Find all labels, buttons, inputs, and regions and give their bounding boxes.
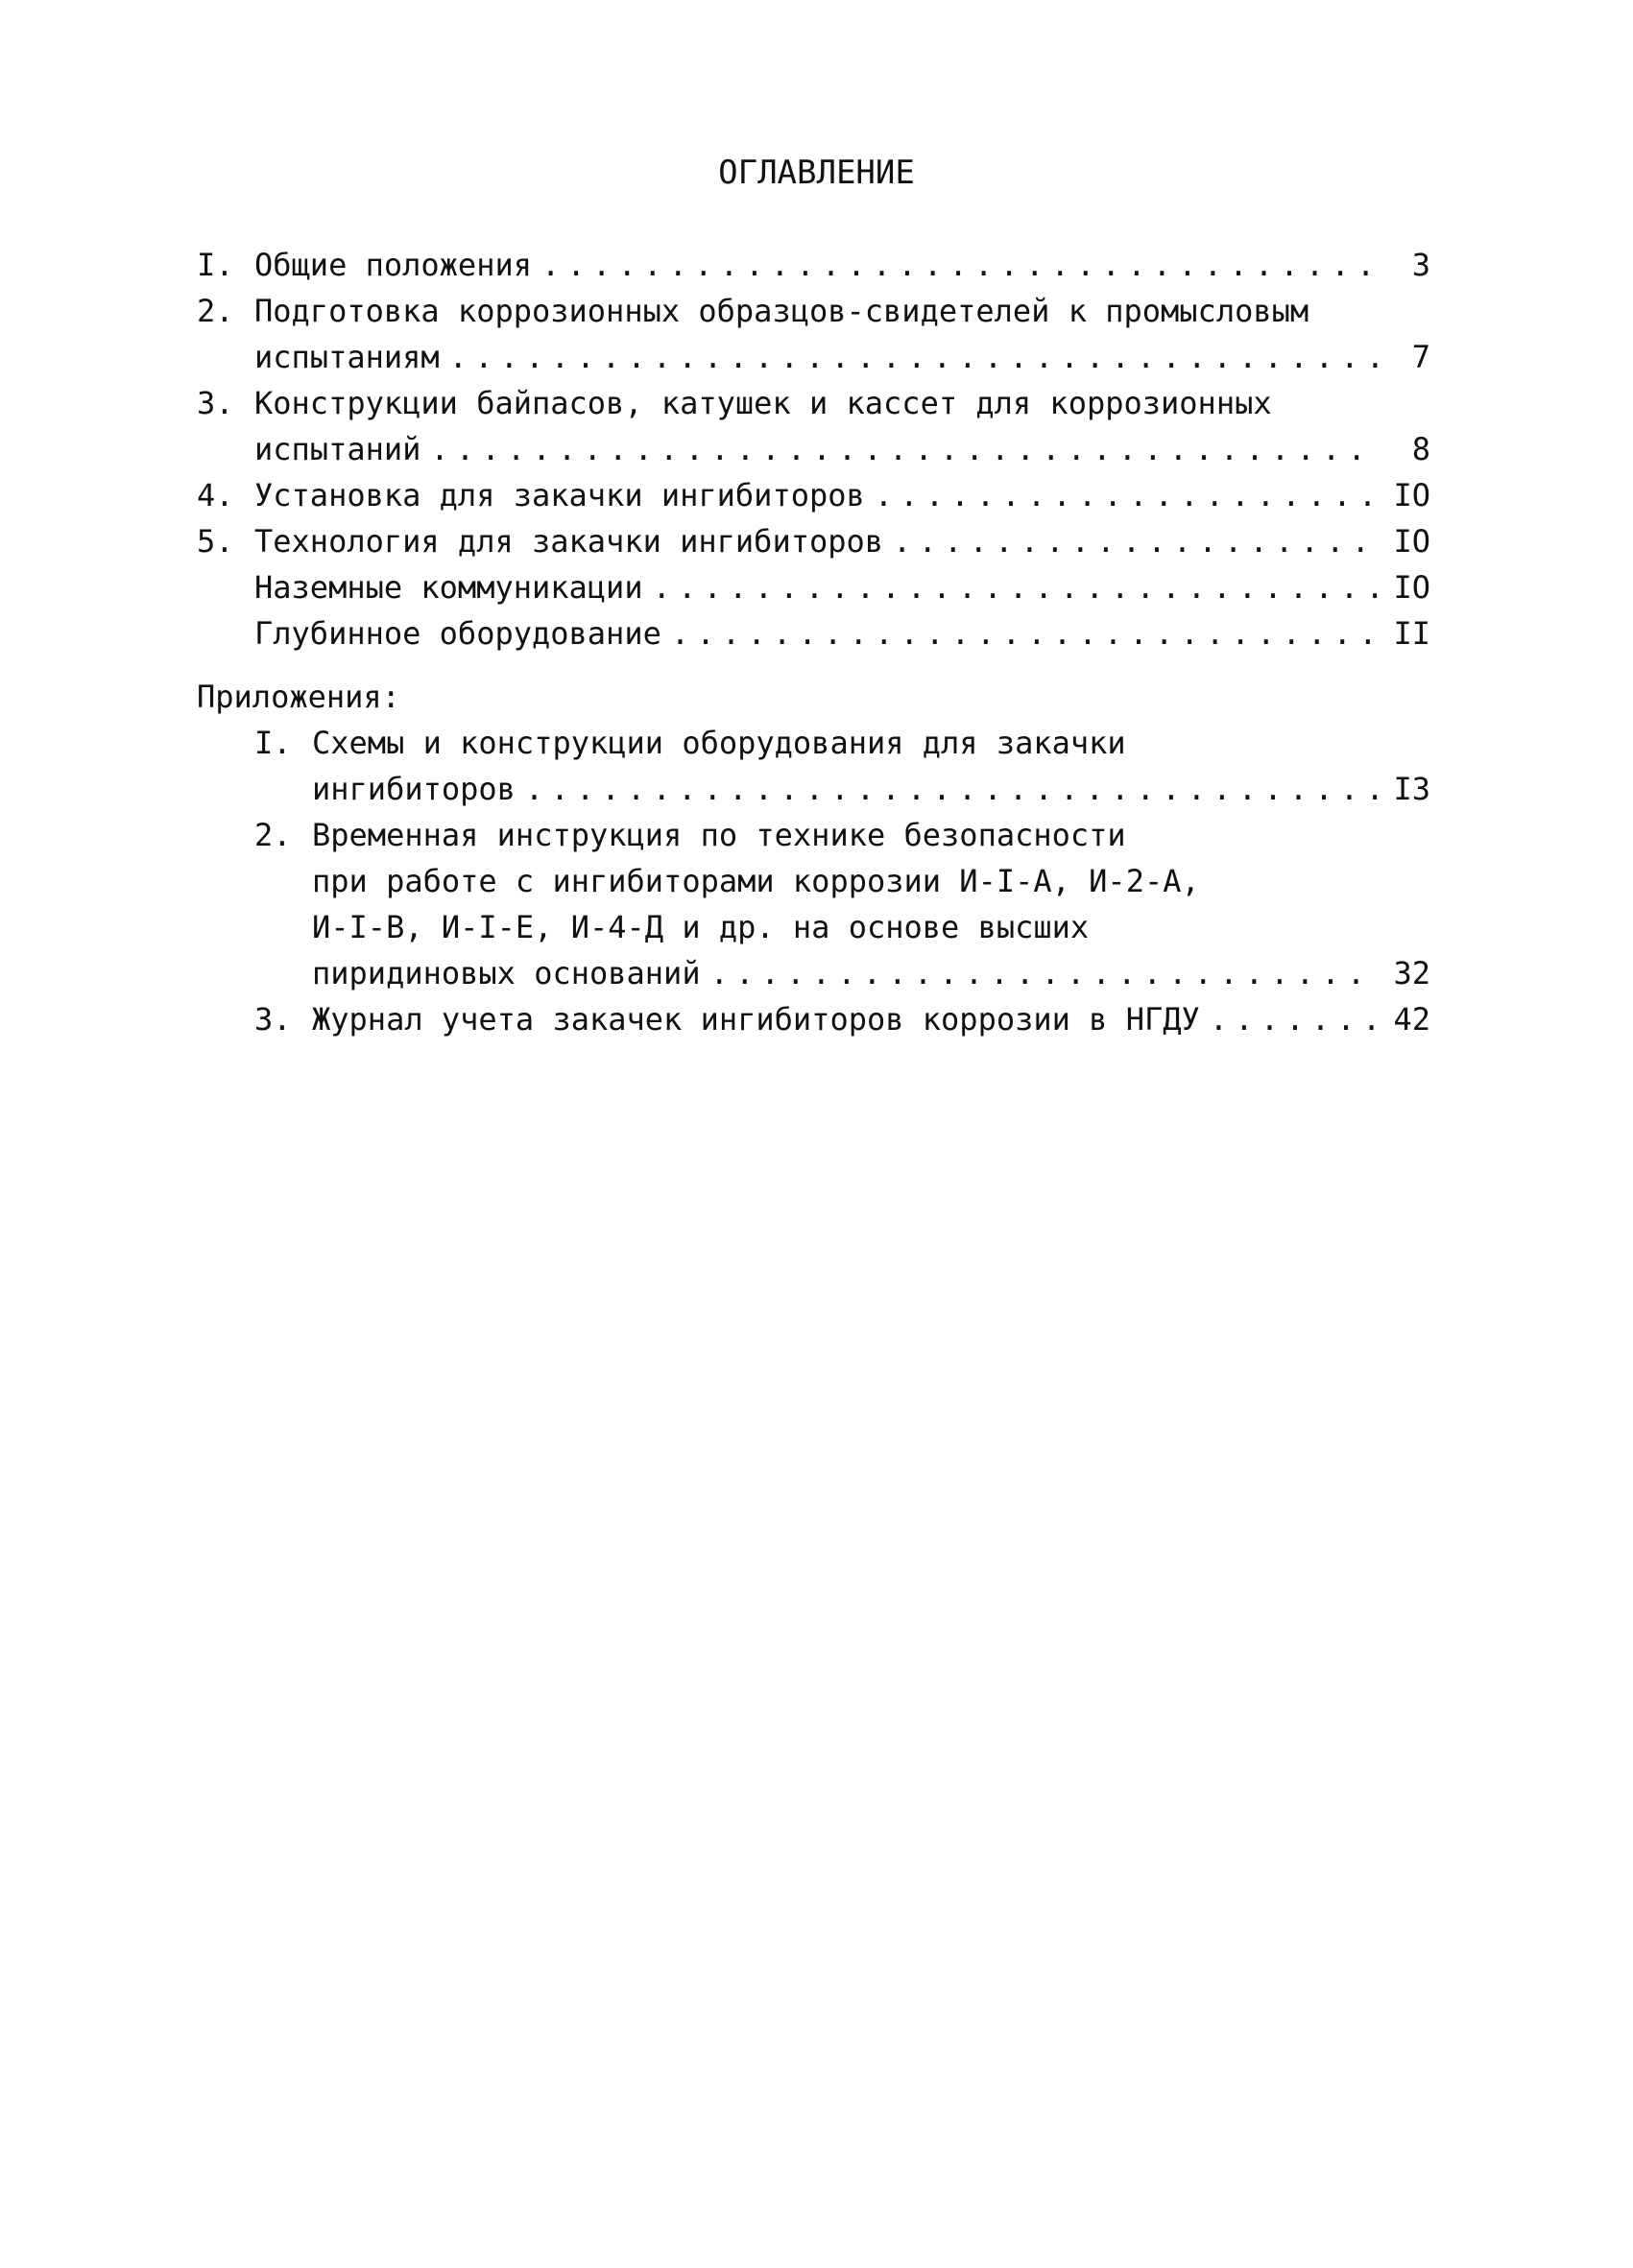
entry-text: Технология для закачки ингибиторов xyxy=(254,523,884,560)
entry-text: Схемы и конструкции оборудования для закачки xyxy=(312,725,1126,761)
entry-text: Установка для закачки ингибиторов xyxy=(254,477,865,513)
entry-text: испытаний xyxy=(254,431,421,467)
appendix-entry xyxy=(197,812,1430,858)
spacer xyxy=(197,657,1430,674)
entry-page: 42 xyxy=(1393,1001,1430,1038)
entry-number: I. xyxy=(197,247,234,283)
toc-entry-continuation xyxy=(197,426,1430,472)
appendix-entry-continuation xyxy=(197,950,1430,996)
entry-page: 8 xyxy=(1411,431,1430,467)
entry-number: 5. xyxy=(197,523,234,560)
entry-page: 3 xyxy=(1411,247,1430,283)
appendix-heading xyxy=(197,674,1430,720)
entry-page: IO xyxy=(1393,569,1430,606)
entry-text: Конструкции байпасов, катушек и кассет для коррозионных xyxy=(254,385,1272,421)
appendix-entry xyxy=(197,720,1430,766)
leader-dots xyxy=(449,334,1379,380)
leader-dots xyxy=(541,242,1379,288)
entry-text: испытаниям xyxy=(254,339,440,375)
leader-dots xyxy=(671,610,1379,657)
appendix-entry-continuation xyxy=(197,766,1430,812)
toc-entry xyxy=(197,380,1430,426)
appendix-entry-continuation xyxy=(197,858,1430,904)
entry-number: 2. xyxy=(197,293,234,329)
entry-page: 7 xyxy=(1411,339,1430,375)
toc-title: ОГЛАВЛЕНИЕ xyxy=(718,154,915,192)
toc-entry xyxy=(197,472,1430,518)
leader-dots xyxy=(893,518,1379,564)
entry-page: 32 xyxy=(1393,955,1430,991)
toc-entry xyxy=(197,288,1430,334)
appendix-heading-text: Приложения: xyxy=(197,679,400,715)
toc-entry xyxy=(197,518,1430,564)
entry-number: 4. xyxy=(197,477,234,513)
leader-dots xyxy=(875,472,1379,518)
entry-text: Подготовка коррозионных образцов-свидетелей к промысловым xyxy=(254,293,1309,329)
entry-text: Наземные коммуникации xyxy=(254,569,643,606)
entry-text: Глубинное оборудование xyxy=(254,615,661,652)
entry-text: при работе с ингибиторами коррозии И-I-А, И-2-А, xyxy=(312,863,1200,899)
entry-number: 3. xyxy=(254,1001,292,1038)
appendix-entry xyxy=(197,996,1430,1042)
leader-dots xyxy=(710,950,1379,996)
appendix-entry-continuation xyxy=(197,904,1430,950)
leader-dots xyxy=(430,426,1379,472)
table-of-contents xyxy=(197,242,1430,1042)
entry-text: ингибиторов xyxy=(312,771,516,807)
toc-subentry xyxy=(197,610,1430,657)
entry-page: IO xyxy=(1393,523,1430,560)
entry-text: пиридиновых оснований xyxy=(312,955,701,991)
entry-text: Журнал учета закачек ингибиторов коррозии в НГДУ xyxy=(312,1001,1200,1038)
leader-dots xyxy=(1210,996,1379,1042)
entry-number: 3. xyxy=(197,385,234,421)
entry-page: IO xyxy=(1393,477,1430,513)
leader-dots xyxy=(653,564,1379,610)
entry-page: II xyxy=(1393,615,1430,652)
entry-text: Временная инструкция по технике безопасности xyxy=(312,817,1126,853)
entry-number: 2. xyxy=(254,817,292,853)
toc-subentry xyxy=(197,564,1430,610)
toc-entry-continuation xyxy=(197,334,1430,380)
toc-entry xyxy=(197,242,1430,288)
leader-dots xyxy=(525,766,1379,812)
entry-text: Общие положения xyxy=(254,247,532,283)
entry-text: И-I-В, И-I-Е, И-4-Д и др. на основе высших xyxy=(312,909,1090,945)
entry-page: I3 xyxy=(1393,771,1430,807)
entry-number: I. xyxy=(254,725,292,761)
